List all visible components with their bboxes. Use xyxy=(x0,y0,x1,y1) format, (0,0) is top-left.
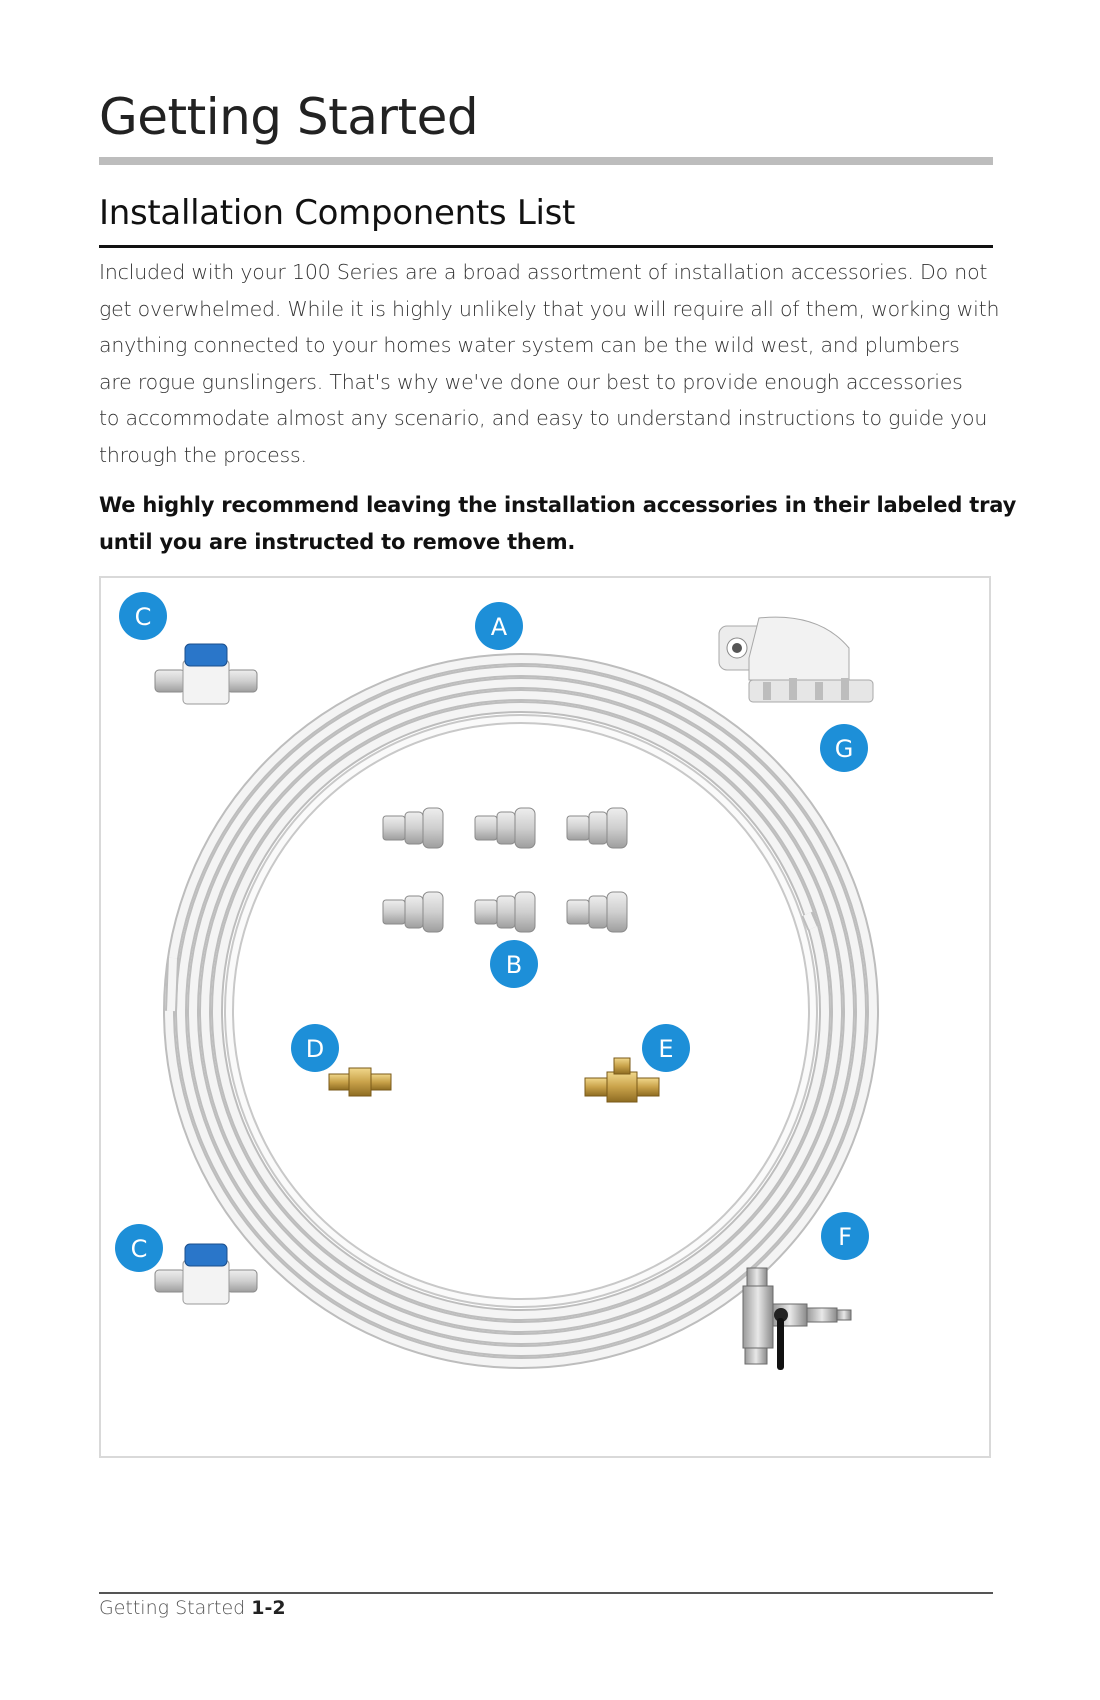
svg-text:C: C xyxy=(130,1235,148,1263)
brass-coupling-icon xyxy=(329,1068,391,1096)
fittings-group xyxy=(383,808,627,932)
label-badge-f xyxy=(821,1212,869,1260)
svg-text:E: E xyxy=(658,1035,674,1063)
label-badge-d xyxy=(291,1024,339,1072)
svg-text:D: D xyxy=(305,1035,325,1063)
svg-text:F: F xyxy=(838,1223,852,1251)
label-badge-b xyxy=(490,940,538,988)
svg-text:A: A xyxy=(490,613,508,641)
fitting-icon xyxy=(383,808,443,848)
shutoff-valve-icon xyxy=(155,644,257,704)
filter-head-icon xyxy=(719,617,873,702)
fitting-icon xyxy=(567,892,627,932)
section-divider xyxy=(99,245,993,248)
fitting-icon xyxy=(475,892,535,932)
intro-line: through the process. xyxy=(99,442,307,467)
svg-text:C: C xyxy=(134,603,152,631)
label-badge-g xyxy=(820,724,868,772)
feed-adapter-icon xyxy=(743,1268,851,1370)
footer-divider xyxy=(99,1592,993,1594)
label-badge-e xyxy=(642,1024,690,1072)
intro-paragraph xyxy=(99,254,1000,473)
components-figure xyxy=(99,576,991,1458)
notice-line: until you are instructed to remove them. xyxy=(99,530,576,554)
notice-line: We highly recommend leaving the installation accessories in their labeled tray xyxy=(99,493,1017,517)
footer-section: Getting Started xyxy=(99,1597,246,1619)
label-badge-a xyxy=(475,602,523,650)
fitting-icon xyxy=(383,892,443,932)
label-badge-c-top xyxy=(119,592,167,640)
page-footer xyxy=(99,1597,286,1619)
svg-text:B: B xyxy=(505,951,523,979)
intro-line: to accommodate almost any scenario, and easy to understand instructions to guide you xyxy=(99,406,988,430)
fitting-icon xyxy=(567,808,627,848)
section-heading: Installation Components List xyxy=(99,193,576,233)
label-badge-c-bottom xyxy=(115,1224,163,1272)
tubing-coil xyxy=(169,659,873,1363)
fitting-icon xyxy=(475,808,535,848)
intro-line: Included with your 100 Series are a broad assortment of installation accessories. Do not xyxy=(99,260,988,284)
shutoff-valve-icon xyxy=(155,1244,257,1304)
brass-tee-icon xyxy=(585,1058,659,1102)
title-divider xyxy=(99,157,993,165)
page-number: 1-2 xyxy=(251,1597,286,1619)
page-title: Getting Started xyxy=(99,88,479,146)
svg-text:G: G xyxy=(834,735,854,763)
intro-line: get overwhelmed. While it is highly unlikely that you will require all of them, working with xyxy=(99,296,1000,321)
intro-line: anything connected to your homes water system can be the wild west, and plumbers xyxy=(99,333,960,357)
components-illustration xyxy=(101,578,989,1456)
intro-line: are rogue gunslingers. That's why we've done our best to provide enough accessories xyxy=(99,369,963,394)
notice-paragraph xyxy=(99,487,1017,561)
